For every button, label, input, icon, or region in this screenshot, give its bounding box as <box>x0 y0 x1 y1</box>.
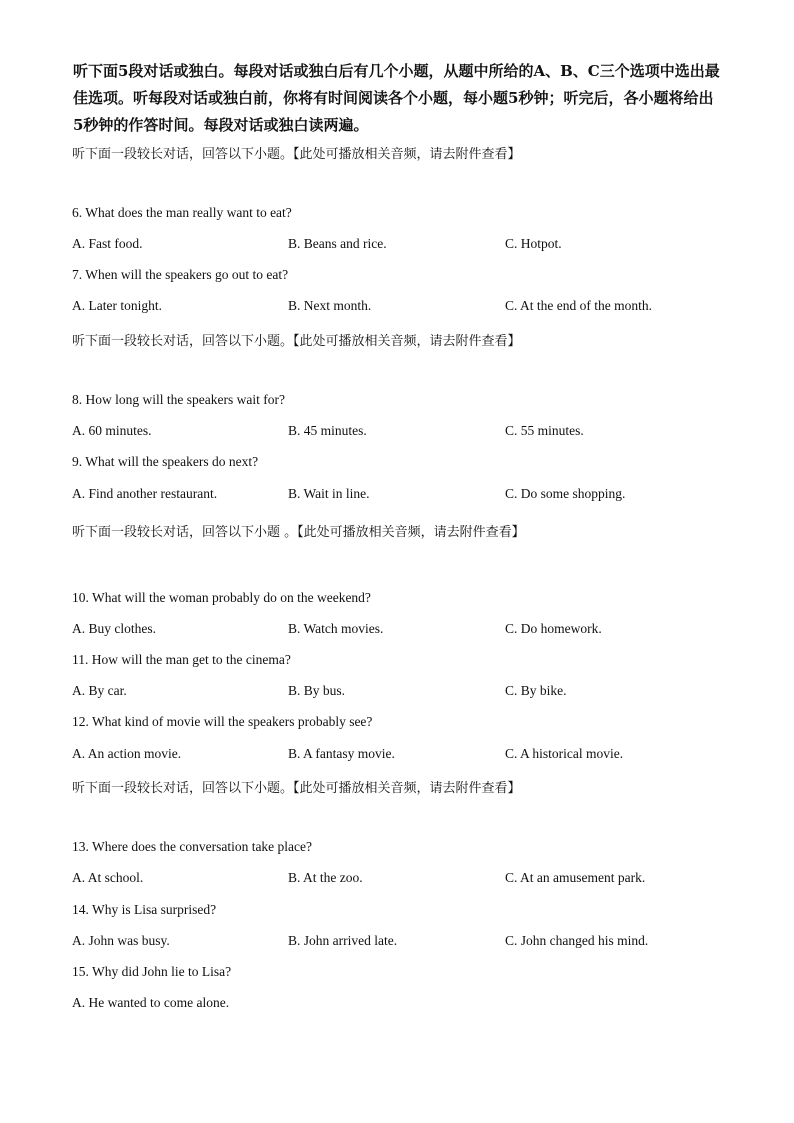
section-header: 听下面一段较长对话，回答以下小题。【此处可播放相关音频，请去附件查看】 <box>72 334 521 349</box>
question-11: 11. How will the man get to the cinema? <box>72 652 291 667</box>
option-c: C. By bike. <box>505 683 567 698</box>
section-header: 听下面一段较长对话，回答以下小题。【此处可播放相关音频，请去附件查看】 <box>72 147 521 162</box>
option-a: A. Fast food. <box>72 236 143 251</box>
instructions-paragraph: 听下面5段对话或独白。每段对话或独白后有几个小题，从题中所给的A、B、C三个选项中选出最佳选项。听每段对话或独白前，你将有时间阅读各个小题，每小题5秒钟；听完后，各小题将给出5秒钟的作答时间。每段对话或独白读两遍。 <box>73 62 720 134</box>
option-a: A. John was busy. <box>72 933 170 948</box>
option-c: C. A historical movie. <box>505 746 624 761</box>
option-b: B. At the zoo. <box>288 870 363 885</box>
question-7: 7. When will the speakers go out to eat? <box>72 267 289 282</box>
option-c: C. 55 minutes. <box>505 423 584 438</box>
question-12: 12. What kind of movie will the speakers probably see? <box>72 714 373 729</box>
option-a: A. He wanted to come alone. <box>72 995 230 1010</box>
question-6: 6. What does the man really want to eat? <box>72 205 292 220</box>
option-b: B. Wait in line. <box>288 486 370 501</box>
option-a: A. Find another restaurant. <box>72 486 218 501</box>
question-15: 15. Why did John lie to Lisa? <box>72 964 232 979</box>
section-header: 听下面一段较长对话，回答以下小题。【此处可播放相关音频，请去附件查看】 <box>72 781 521 796</box>
question-13: 13. Where does the conversation take place? <box>72 839 313 854</box>
option-b: B. Next month. <box>288 298 372 313</box>
question-9: 9. What will the speakers do next? <box>72 454 259 469</box>
option-c: C. Hotpot. <box>505 236 562 251</box>
option-a: A. An action movie. <box>72 746 182 761</box>
option-a: A. By car. <box>72 683 127 698</box>
question-8: 8. How long will the speakers wait for? <box>72 392 285 407</box>
option-c: C. Do homework. <box>505 621 602 636</box>
option-b: B. John arrived late. <box>288 933 398 948</box>
option-b: B. Watch movies. <box>288 621 384 636</box>
option-b: B. By bus. <box>288 683 346 698</box>
option-a: A. At school. <box>72 870 144 885</box>
option-c: C. At the end of the month. <box>505 298 652 313</box>
option-c: C. At an amusement park. <box>505 870 646 885</box>
option-a: A. Buy clothes. <box>72 621 156 636</box>
option-b: B. 45 minutes. <box>288 423 367 438</box>
section-header: 听下面一段较长对话，回答以下小题 。【此处可播放相关音频，请去附件查看】 <box>72 525 525 540</box>
question-14: 14. Why is Lisa surprised? <box>72 902 217 917</box>
option-b: B. Beans and rice. <box>288 236 387 251</box>
question-10: 10. What will the woman probably do on the weekend? <box>72 590 371 605</box>
option-a: A. 60 minutes. <box>72 423 152 438</box>
option-c: C. Do some shopping. <box>505 486 626 501</box>
option-c: C. John changed his mind. <box>505 933 649 948</box>
option-b: B. A fantasy movie. <box>288 746 395 761</box>
option-a: A. Later tonight. <box>72 298 162 313</box>
